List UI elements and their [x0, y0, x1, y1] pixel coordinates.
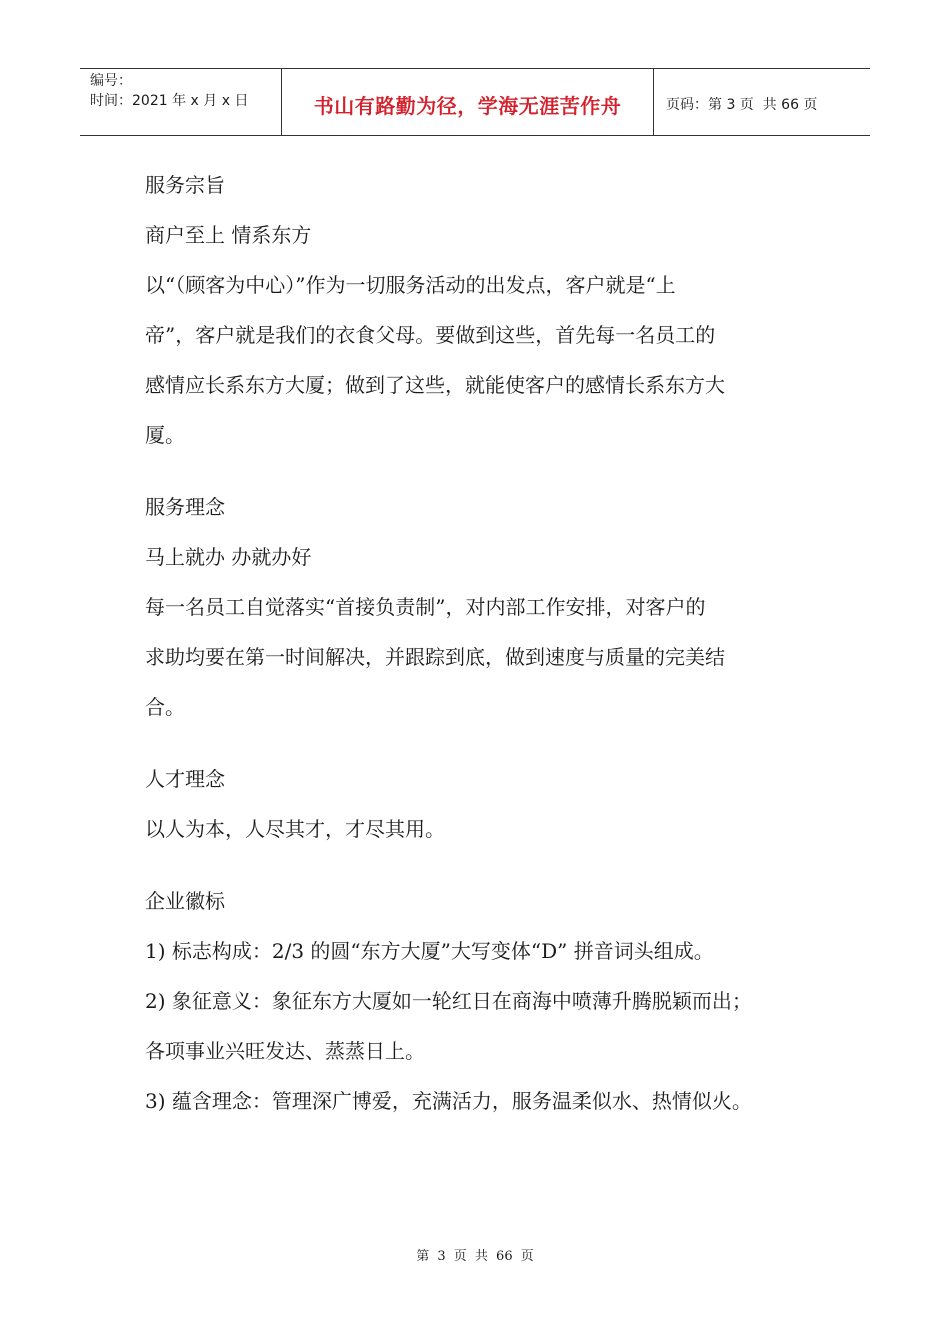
- paragraph-line: 每一名员工自觉落实“首接负责制”，对内部工作安排，对客户的: [145, 595, 706, 619]
- paragraph-line: 厦。: [145, 423, 185, 447]
- list-item: 各项事业兴旺发达、蒸蒸日上。: [145, 1039, 425, 1063]
- section-slogan: 以人为本，人尽其才，才尽其用。: [145, 817, 445, 841]
- footer-page-number: 第 3 页 共 66 页: [416, 1249, 534, 1264]
- header-page-info: 页码：第 3 页 共 66 页: [666, 97, 818, 113]
- document-body: [145, 160, 825, 1126]
- section-spacer: [145, 732, 825, 754]
- list-item: 3) 蕴含理念：管理深广博爱，充满活力，服务温柔似水、热情似火。: [145, 1089, 752, 1113]
- list-item: 1) 标志构成：2/3 的圆“东方大厦”大写变体“D” 拼音词头组成。: [145, 939, 714, 963]
- header-motto-cell: [282, 69, 654, 135]
- paragraph-line: 帝”，客户就是我们的衣食父母。要做到这些，首先每一名员工的: [145, 323, 716, 347]
- document-date: 时间：2021 年 x 月 x 日: [90, 93, 249, 109]
- header-motto: 书山有路勤为径，学海无涯苦作舟: [313, 93, 622, 118]
- header-meta-cell: [80, 69, 282, 135]
- section-spacer: [145, 854, 825, 876]
- paragraph-line: 感情应长系东方大厦；做到了这些，就能使客户的感情长系东方大: [145, 373, 725, 397]
- section-slogan: 商户至上 情系东方: [145, 223, 312, 247]
- page-header: [80, 68, 870, 136]
- paragraph-line: 求助均要在第一时间解决，并跟踪到底，做到速度与质量的完美结: [145, 645, 725, 669]
- paragraph-line: 以“（顾客为中心）”作为一切服务活动的出发点，客户就是“上: [145, 273, 676, 297]
- paragraph-line: 合。: [145, 695, 185, 719]
- header-page-cell: [654, 69, 870, 135]
- section-title: 服务宗旨: [145, 173, 225, 197]
- section-title: 人才理念: [145, 767, 225, 791]
- document-number-label: 编号：: [90, 73, 132, 89]
- section-slogan: 马上就办 办就办好: [145, 545, 312, 569]
- section-title: 企业徽标: [145, 889, 225, 913]
- section-title: 服务理念: [145, 495, 225, 519]
- list-item: 2) 象征意义：象征东方大厦如一轮红日在商海中喷薄升腾脱颖而出；: [145, 989, 752, 1013]
- page-footer: [0, 1245, 950, 1264]
- section-spacer: [145, 460, 825, 482]
